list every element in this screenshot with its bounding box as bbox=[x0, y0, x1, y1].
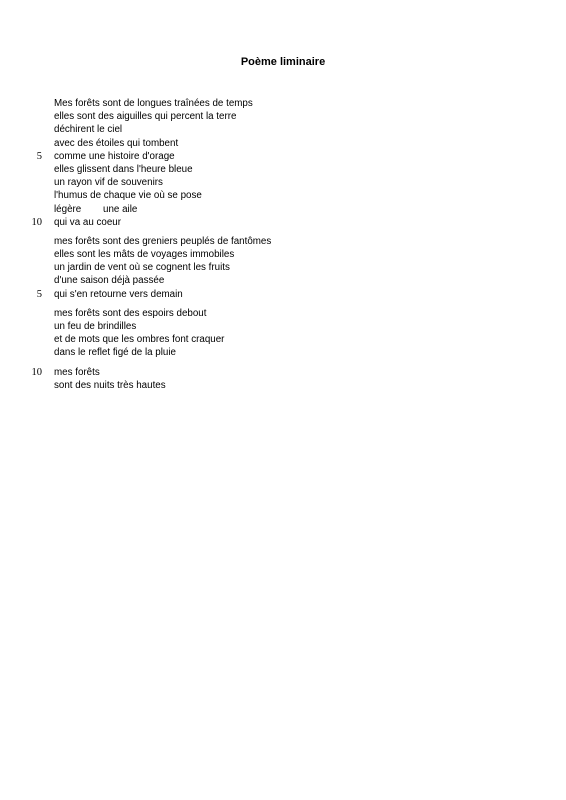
poem-body bbox=[0, 97, 566, 398]
poem-line bbox=[0, 110, 566, 123]
poem-line bbox=[0, 203, 566, 216]
poem-line bbox=[0, 216, 566, 229]
line-text: comme une histoire d'orage bbox=[54, 150, 175, 162]
line-text: qui s'en retourne vers demain bbox=[54, 288, 183, 300]
poem-line bbox=[0, 333, 566, 346]
poem-line bbox=[0, 163, 566, 176]
poem-line bbox=[0, 123, 566, 136]
poem-stanza bbox=[0, 307, 566, 360]
line-text: d'une saison déjà passée bbox=[54, 275, 165, 287]
poem-title-text: Poème liminaire bbox=[240, 56, 326, 68]
poem-line bbox=[0, 320, 566, 333]
line-number: 10 bbox=[31, 216, 42, 228]
poem-line bbox=[0, 274, 566, 287]
line-text: l'humus de chaque vie où se pose bbox=[54, 190, 202, 202]
line-number: 10 bbox=[31, 366, 42, 378]
line-text: avec des étoiles qui tombent bbox=[54, 137, 179, 149]
line-text: elles sont les mâts de voyages immobiles bbox=[54, 249, 235, 261]
poem-line bbox=[0, 248, 566, 261]
poem-line bbox=[0, 176, 566, 189]
line-text: Mes forêts sont de longues traînées de temps bbox=[54, 98, 253, 109]
line-text: dans le reflet figé de la pluie bbox=[54, 347, 176, 359]
poem-line bbox=[0, 97, 566, 110]
poem-stanza bbox=[0, 235, 566, 301]
poem-line bbox=[0, 137, 566, 150]
line-text: un feu de brindilles bbox=[54, 321, 137, 332]
line-text: mes forêts sont des greniers peuplés de fantômes bbox=[54, 235, 272, 247]
line-text: elles glissent dans l'heure bleue bbox=[54, 163, 193, 175]
line-number: 5 bbox=[36, 150, 42, 162]
line-text: déchirent le ciel bbox=[54, 124, 123, 136]
line-text: légère une aile bbox=[54, 203, 138, 215]
poem-stanza bbox=[0, 97, 566, 229]
line-text: un jardin de vent où se cognent les fruits bbox=[54, 262, 230, 274]
line-text: sont des nuits très hautes bbox=[54, 379, 166, 391]
poem-line bbox=[0, 307, 566, 320]
line-text: et de mots que les ombres font craquer bbox=[54, 334, 225, 346]
poem-line bbox=[0, 346, 566, 359]
poem-stanza bbox=[0, 366, 566, 392]
poem-line bbox=[0, 261, 566, 274]
line-text: mes forêts sont des espoirs debout bbox=[54, 307, 207, 319]
line-text: qui va au coeur bbox=[54, 216, 121, 228]
poem-line bbox=[0, 379, 566, 392]
poem-title bbox=[0, 55, 566, 69]
poem-line bbox=[0, 189, 566, 202]
line-text: un rayon vif de souvenirs bbox=[54, 177, 163, 189]
line-text: mes forêts bbox=[54, 366, 100, 378]
poem-line bbox=[0, 235, 566, 248]
poem-line bbox=[0, 150, 566, 163]
poem-line bbox=[0, 288, 566, 301]
poem-line bbox=[0, 366, 566, 379]
line-number: 5 bbox=[36, 288, 42, 300]
line-text: elles sont des aiguilles qui percent la terre bbox=[54, 111, 237, 123]
